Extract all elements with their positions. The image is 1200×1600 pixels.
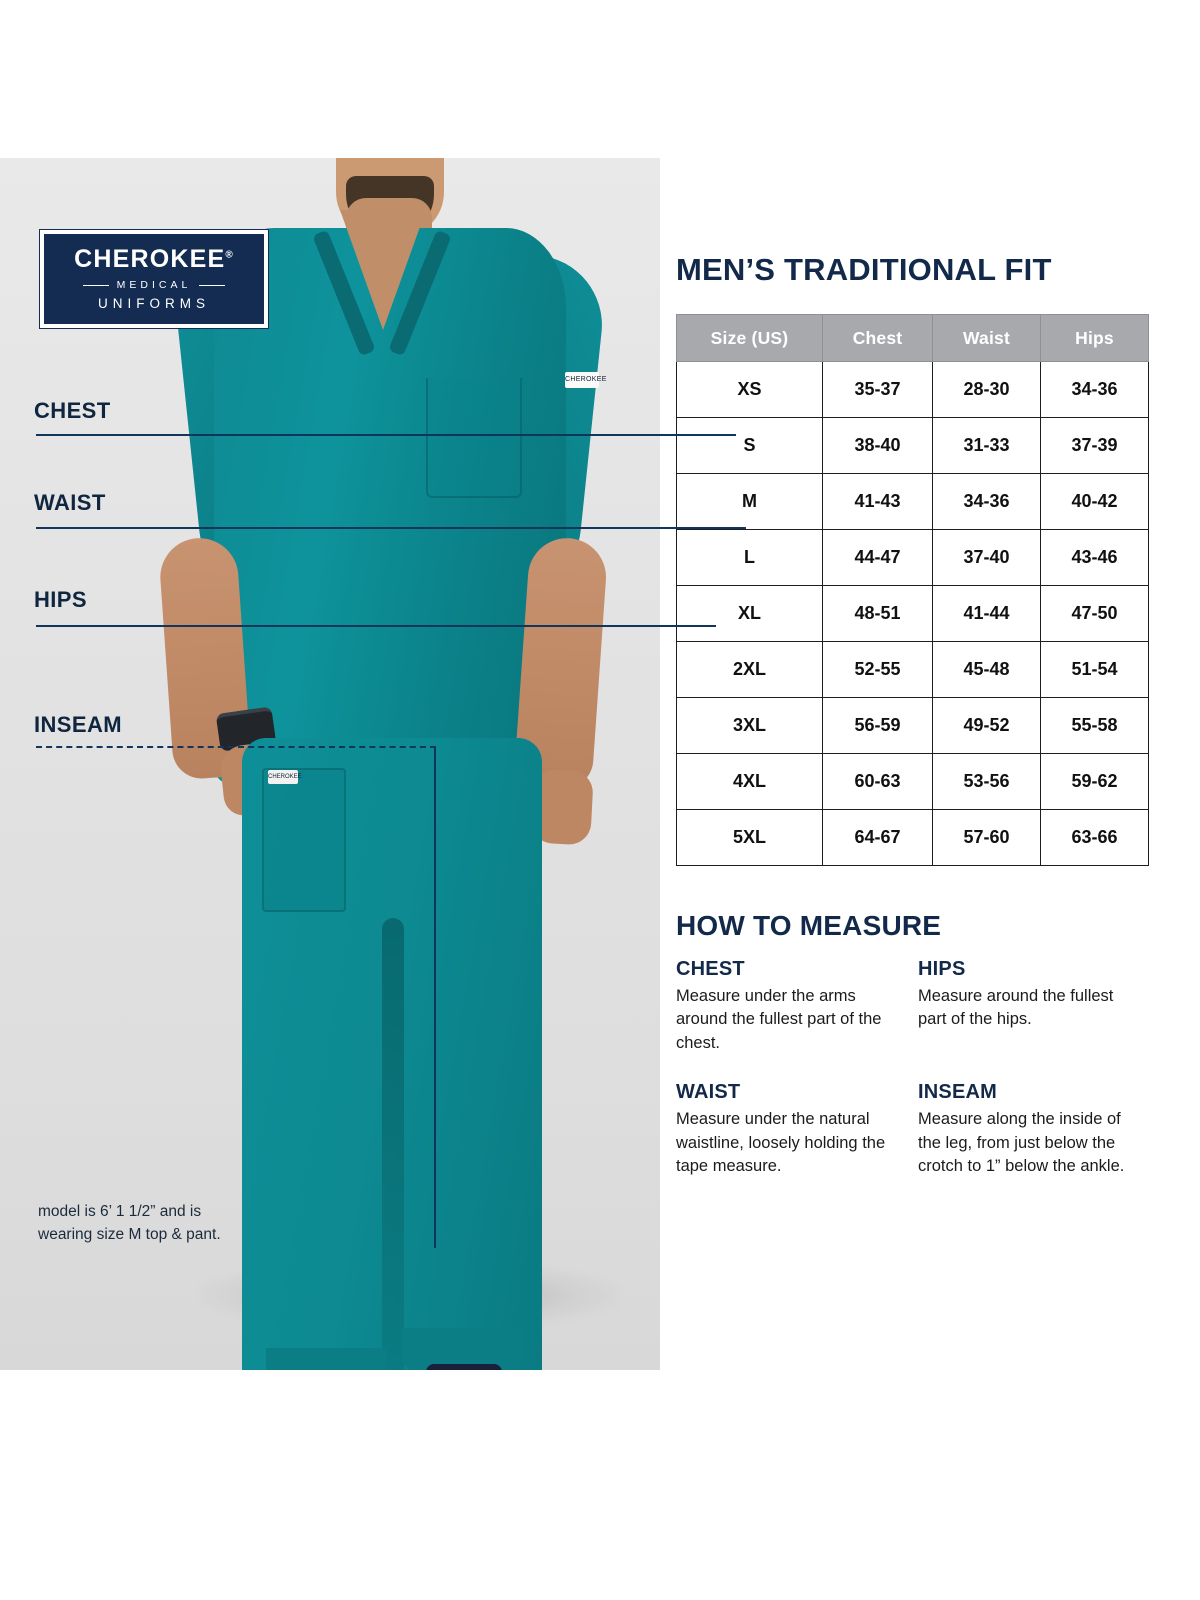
cell-waist: 34-36 <box>933 474 1041 530</box>
cell-hips: 40-42 <box>1041 474 1149 530</box>
how-to-heading-hips: HIPS <box>918 958 966 980</box>
table-row <box>677 698 1149 754</box>
cell-size: XL <box>677 586 823 642</box>
cell-chest: 52-55 <box>823 642 933 698</box>
how-to-heading-inseam: INSEAM <box>918 1081 997 1104</box>
cell-size: 4XL <box>677 754 823 810</box>
cell-waist: 53-56 <box>933 754 1041 810</box>
how-to-text-chest: Measure under the arms around the fullest part of the chest. <box>676 987 882 1052</box>
cell-hips: 63-66 <box>1041 810 1149 866</box>
table-row <box>677 642 1149 698</box>
how-to-measure-chest <box>676 958 918 1055</box>
cell-hips: 37-39 <box>1041 418 1149 474</box>
table-row <box>677 418 1149 474</box>
column-header-size: Size (US) <box>677 315 823 362</box>
column-header-hips: Hips <box>1041 315 1149 362</box>
cargo-pocket <box>262 768 346 912</box>
how-to-heading-waist: WAIST <box>676 1081 741 1104</box>
cell-waist: 49-52 <box>933 698 1041 754</box>
cell-chest: 64-67 <box>823 810 933 866</box>
callout-line-inseam-vertical <box>434 746 436 1248</box>
cell-chest: 48-51 <box>823 586 933 642</box>
model-illustration <box>150 158 620 1370</box>
how-to-text-waist: Measure under the natural waistline, loosely holding the tape measure. <box>676 1110 886 1176</box>
cell-chest: 56-59 <box>823 698 933 754</box>
right-sock <box>426 1364 502 1370</box>
cell-waist: 41-44 <box>933 586 1041 642</box>
size-info-column <box>676 252 1160 1179</box>
table-row <box>677 586 1149 642</box>
cell-hips: 43-46 <box>1041 530 1149 586</box>
cherokee-logo <box>40 230 268 328</box>
scrub-pants-brand-tag: CHEROKEE <box>268 770 298 784</box>
pants-leg-separation <box>382 918 404 1370</box>
callout-label-inseam: INSEAM <box>34 712 122 737</box>
cell-hips: 34-36 <box>1041 362 1149 418</box>
logo-medical-text: MEDICAL <box>116 279 192 291</box>
cell-waist: 45-48 <box>933 642 1041 698</box>
logo-registered-mark: ® <box>225 249 234 261</box>
cell-size: 3XL <box>677 698 823 754</box>
table-row <box>677 530 1149 586</box>
model-photo-panel <box>0 158 660 1370</box>
cell-hips: 59-62 <box>1041 754 1149 810</box>
cell-size: XS <box>677 362 823 418</box>
column-header-chest: Chest <box>823 315 933 362</box>
cell-hips: 51-54 <box>1041 642 1149 698</box>
cell-size: 2XL <box>677 642 823 698</box>
how-to-measure-grid <box>676 958 1160 1179</box>
how-to-measure-inseam <box>918 1081 1160 1178</box>
cell-waist: 31-33 <box>933 418 1041 474</box>
scrub-top-brand-tag: CHEROKEE <box>565 372 599 388</box>
callout-line-inseam <box>36 746 436 748</box>
logo-brand-text: CHEROKEE <box>74 245 226 273</box>
callout-line-chest <box>36 434 736 436</box>
callout-label-hips: HIPS <box>34 587 87 612</box>
how-to-text-hips: Measure around the fullest part of the hips. <box>918 987 1114 1029</box>
cell-size: L <box>677 530 823 586</box>
model-note: model is 6’ 1 1/2” and is wearing size M top & pant. <box>38 1203 221 1244</box>
cell-hips: 47-50 <box>1041 586 1149 642</box>
callout-line-waist <box>36 527 746 529</box>
callout-label-waist: WAIST <box>34 490 106 515</box>
how-to-heading-chest: CHEST <box>676 958 745 980</box>
column-header-waist: Waist <box>933 315 1041 362</box>
table-row <box>677 474 1149 530</box>
cell-size: S <box>677 418 823 474</box>
logo-subline-uniforms: UNIFORMS <box>98 296 210 311</box>
how-to-text-inseam: Measure along the inside of the leg, from just below the crotch to 1” below the ankle. <box>918 1110 1125 1176</box>
cell-chest: 60-63 <box>823 754 933 810</box>
cell-hips: 55-58 <box>1041 698 1149 754</box>
table-row <box>677 362 1149 418</box>
cell-chest: 38-40 <box>823 418 933 474</box>
panel-divider <box>660 158 662 1370</box>
how-to-measure-waist <box>676 1081 918 1178</box>
cell-waist: 57-60 <box>933 810 1041 866</box>
page-title: MEN’S TRADITIONAL FIT <box>676 252 1052 287</box>
table-row <box>677 810 1149 866</box>
how-to-measure-hips <box>918 958 1160 1055</box>
logo-brand-name <box>74 247 234 272</box>
cell-waist: 37-40 <box>933 530 1041 586</box>
cell-size: M <box>677 474 823 530</box>
logo-subline-medical <box>83 279 226 291</box>
cell-chest: 41-43 <box>823 474 933 530</box>
pants-left-hem <box>266 1348 386 1370</box>
cell-chest: 44-47 <box>823 530 933 586</box>
callout-line-hips <box>36 625 716 627</box>
callout-label-chest: CHEST <box>34 398 111 423</box>
table-row <box>677 754 1149 810</box>
how-to-measure-title: HOW TO MEASURE <box>676 910 942 941</box>
cell-waist: 28-30 <box>933 362 1041 418</box>
size-chart-table <box>676 314 1149 866</box>
table-header-row <box>677 315 1149 362</box>
cell-chest: 35-37 <box>823 362 933 418</box>
cell-size: 5XL <box>677 810 823 866</box>
chest-pocket <box>426 378 522 498</box>
